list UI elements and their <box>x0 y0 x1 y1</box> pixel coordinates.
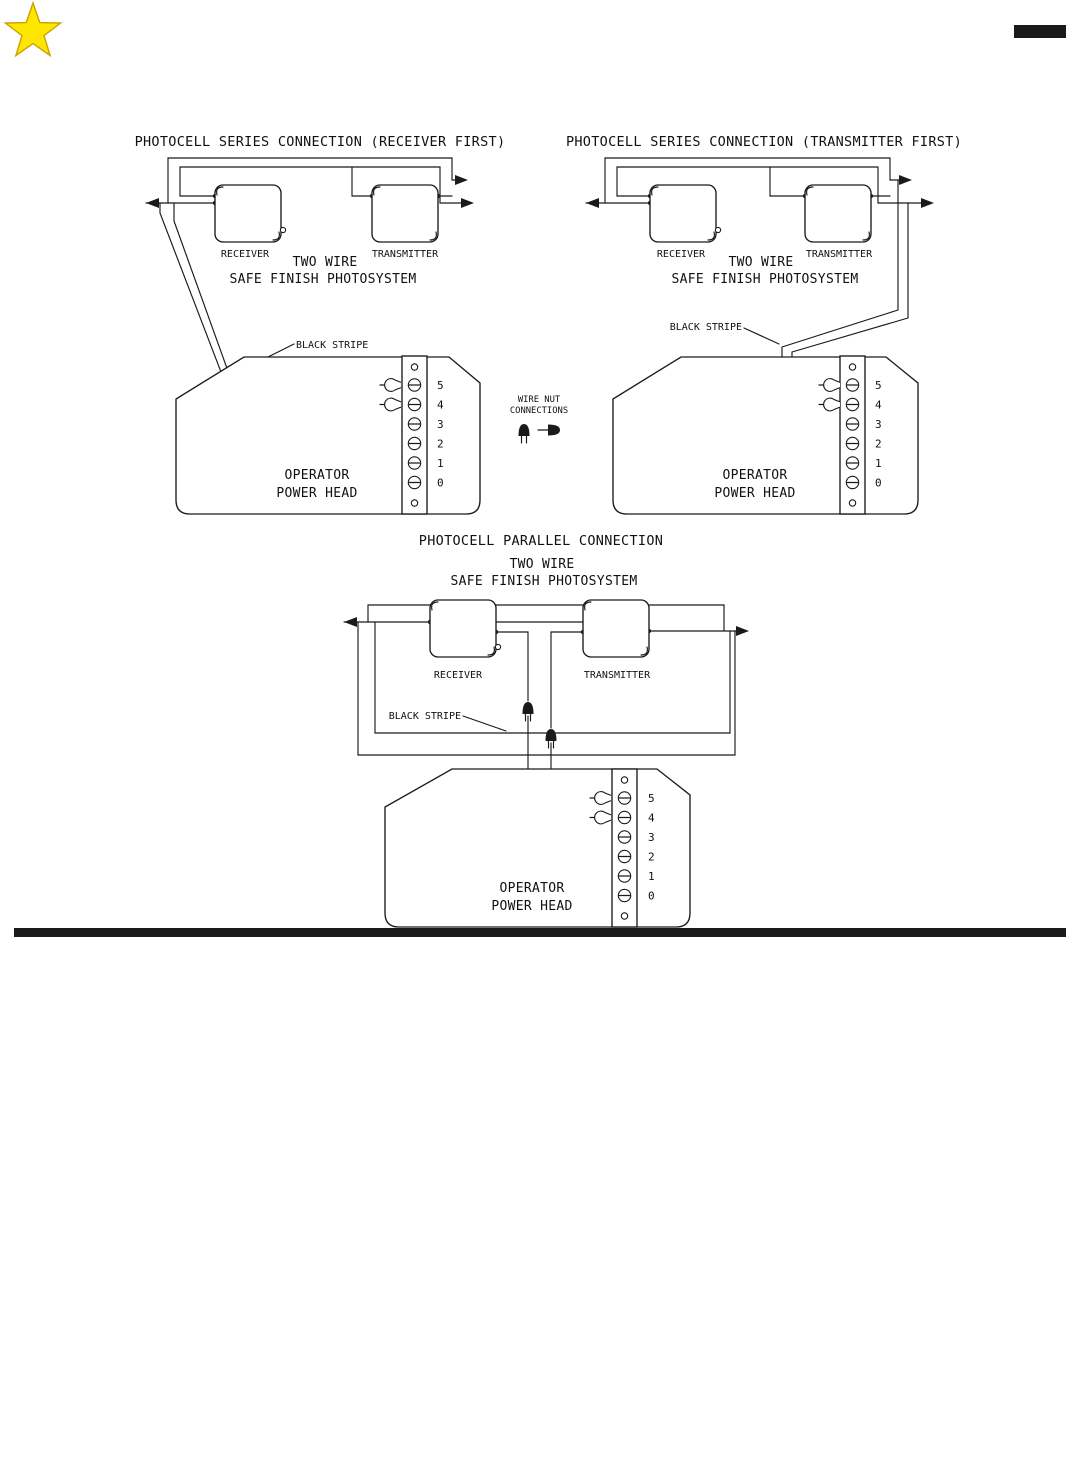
receiver-adjustment-screw <box>715 227 720 232</box>
power-head-label-line1: OPERATOR <box>722 468 788 483</box>
transmitter-box <box>583 600 649 657</box>
photosystem-label-line1: TWO WIRE <box>509 557 575 572</box>
terminal-number: 1 <box>875 457 882 470</box>
wire-end-arrow-icon <box>899 175 912 185</box>
wire <box>770 167 805 196</box>
transmitter-label: TRANSMITTER <box>583 670 651 681</box>
photosystem-label-line2: SAFE FINISH PHOTOSYSTEM <box>450 574 638 589</box>
photosystem-label-line2: SAFE FINISH PHOTOSYSTEM <box>229 272 417 287</box>
terminal-number: 5 <box>648 792 655 805</box>
terminal-number: 0 <box>875 476 882 490</box>
wire-end-arrow-icon <box>921 198 934 208</box>
transmitter-box <box>372 185 438 242</box>
receiver-label: RECEIVER <box>656 249 706 260</box>
photosystem-label-line2: SAFE FINISH PHOTOSYSTEM <box>671 272 859 287</box>
terminal-number: 3 <box>437 418 444 431</box>
terminal-number: 4 <box>875 398 882 412</box>
receiver-label: RECEIVER <box>433 670 483 681</box>
wire <box>352 167 372 196</box>
receiver-adjustment-screw <box>495 644 500 649</box>
wire-end-arrow-icon <box>146 198 159 208</box>
terminal-strip <box>402 356 427 514</box>
terminal-number: 5 <box>437 379 444 392</box>
terminal-number: 2 <box>875 437 882 451</box>
power-head-label-line1: OPERATOR <box>284 468 350 483</box>
terminal-number: 4 <box>648 811 655 825</box>
diagram-title: PHOTOCELL SERIES CONNECTION (RECEIVER FIRST) <box>134 134 506 150</box>
wire-nut-icon <box>538 425 560 436</box>
wire-end-arrow-icon <box>461 198 474 208</box>
terminal-number: 2 <box>648 850 655 864</box>
photosystem-label-line1: TWO WIRE <box>728 255 794 270</box>
black-stripe-label: BLACK STRIPE <box>669 322 742 333</box>
terminal-number: 3 <box>875 418 882 431</box>
diagram-series-transmitter-first <box>566 134 962 514</box>
star-icon <box>5 3 60 56</box>
terminal-number: 5 <box>875 379 882 392</box>
power-head-label-line1: OPERATOR <box>499 881 565 896</box>
section-divider-rule <box>14 928 1066 937</box>
terminal-strip <box>612 769 637 927</box>
transmitter-label: TRANSMITTER <box>371 249 439 260</box>
diagram-series-receiver-first <box>135 134 506 514</box>
wire <box>368 605 724 631</box>
terminal-strip <box>840 356 865 514</box>
terminal-number: 1 <box>648 870 655 883</box>
terminal-number: 3 <box>648 831 655 844</box>
wire-to-wire-nut-1 <box>496 632 528 701</box>
wire-nut-label-line1: WIRE NUT <box>517 395 561 405</box>
power-head-label-line2: POWER HEAD <box>491 899 573 914</box>
terminal-number: 0 <box>648 889 655 903</box>
transmitter-box <box>805 185 871 242</box>
terminal-number: 1 <box>437 457 444 470</box>
terminal-number: 4 <box>437 398 444 412</box>
transmitter-label: TRANSMITTER <box>805 249 873 260</box>
black-stripe-label: BLACK STRIPE <box>388 711 461 722</box>
diagram-title: PHOTOCELL SERIES CONNECTION (TRANSMITTER FIRST) <box>565 134 963 150</box>
diagram-title: PHOTOCELL PARALLEL CONNECTION <box>418 533 664 549</box>
terminal-number: 2 <box>437 437 444 451</box>
power-head-label-line2: POWER HEAD <box>714 486 796 501</box>
black-stripe-leader-line <box>463 716 506 731</box>
wire-end-arrow-icon <box>586 198 599 208</box>
photosystem-label-line1: TWO WIRE <box>292 255 358 270</box>
receiver-box <box>215 185 281 242</box>
black-stripe-label: BLACK STRIPE <box>296 340 369 351</box>
power-head-label-line2: POWER HEAD <box>276 486 358 501</box>
diagram-parallel-connection <box>344 533 749 927</box>
receiver-adjustment-screw <box>280 227 285 232</box>
page-corner-bar <box>1014 25 1066 38</box>
terminal-number: 0 <box>437 476 444 490</box>
wire-nut-label-line2: CONNECTIONS <box>509 406 569 416</box>
receiver-label: RECEIVER <box>220 249 270 260</box>
receiver-box <box>650 185 716 242</box>
wire-nut-icon <box>519 424 530 443</box>
black-stripe-leader-line <box>744 328 779 344</box>
wire-end-arrow-icon <box>455 175 468 185</box>
receiver-box <box>430 600 496 657</box>
wire-to-wire-nut-2 <box>551 632 583 728</box>
wire-nut-note <box>510 395 568 443</box>
wire-end-arrow-icon <box>344 617 357 627</box>
wire-end-arrow-icon <box>736 626 749 636</box>
